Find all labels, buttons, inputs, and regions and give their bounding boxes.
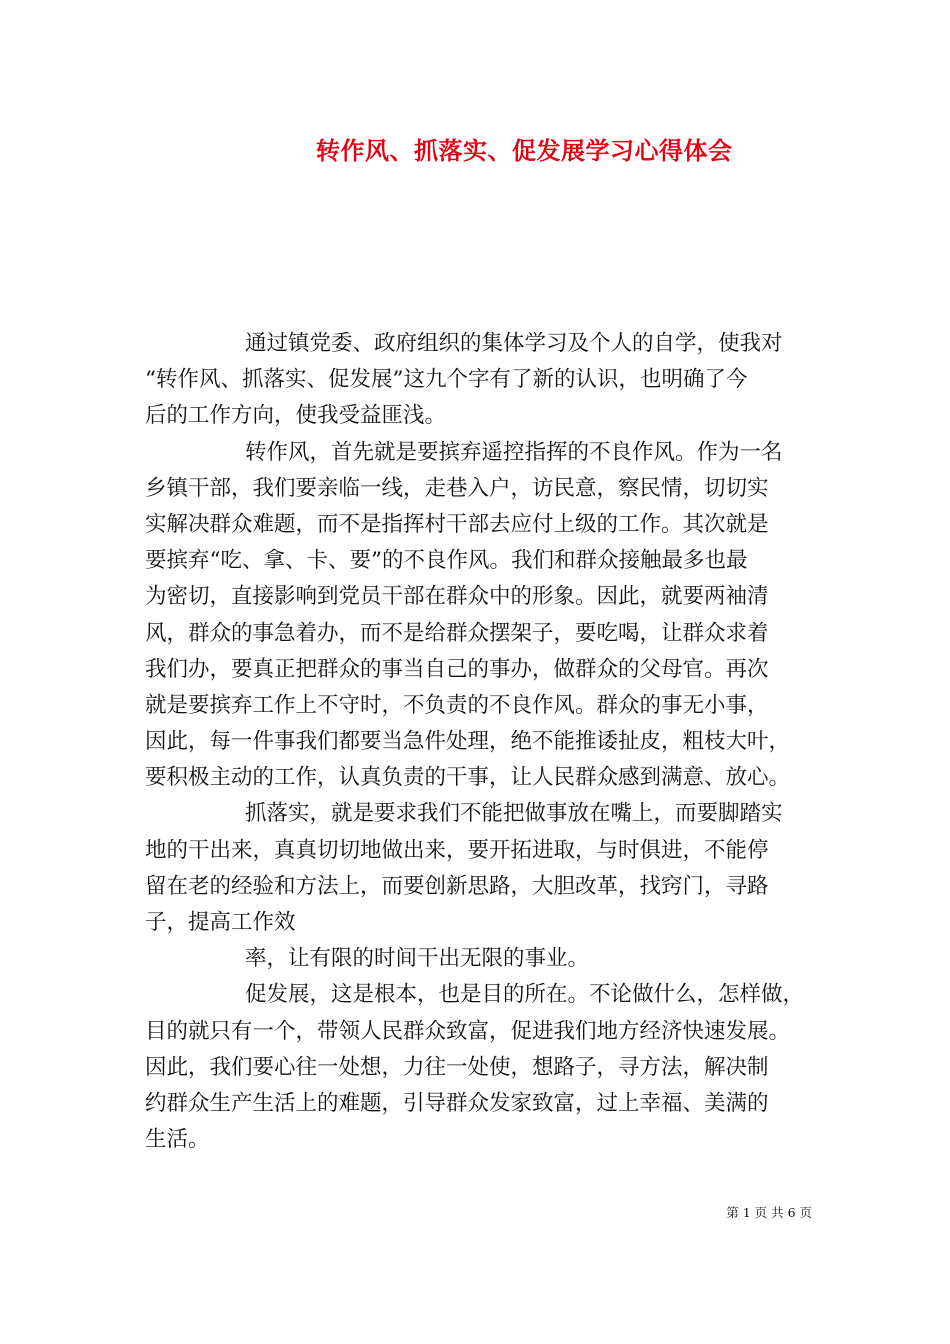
paragraph-4-line-1: 率，让有限的时间干出无限的事业。 (245, 946, 590, 972)
paragraph-5-line-1: 促发展，这是根本，也是目的所在。不论做什么，怎样做， (245, 982, 805, 1008)
paragraph-2-line-1: 转作风，首先就是要摈弃遥控指挥的不良作风。作为一名 (245, 439, 783, 465)
document-title: 转作风、抓落实、促发展学习心得体会 (316, 136, 733, 165)
paragraph-1-line-3: 后的工作方向，使我受益匪浅。 (145, 403, 447, 429)
paragraph-2-line-8: 就是要摈弃工作上不守时，不负责的不良作风。群众的事无小事， (145, 692, 769, 718)
paragraph-3-line-3: 留在老的经验和方法上，而要创新思路，大胆改革，找窍门，寻路 (145, 873, 769, 899)
paragraph-3-line-2: 地的干出来，真真切切地做出来，要开拓进取，与时俱进，不能停 (145, 837, 769, 863)
paragraph-2-line-6: 风，群众的事急着办，而不是给群众摆架子，要吃喝，让群众求着 (145, 620, 769, 646)
paragraph-1-line-1: 通过镇党委、政府组织的集体学习及个人的自学，使我对 (245, 331, 783, 356)
paragraph-5-line-2: 目的就只有一个，带领人民群众致富，促进我们地方经济快速发展。 (145, 1018, 791, 1044)
paragraph-2-line-9: 因此，每一件事我们都要当急件处理，绝不能推诿扯皮，粗枝大叶， (145, 729, 791, 755)
paragraph-2-line-5: 为密切，直接影响到党员干部在群众中的形象。因此，就要两袖清 (145, 584, 769, 610)
paragraph-2-line-7: 我们办，要真正把群众的事当自己的事办，做群众的父母官。再次 (145, 656, 769, 682)
document-body (145, 326, 825, 1158)
paragraph-1-line-2: “转作风、抓落实、促发展”这九个字有了新的认识，也明确了今 (145, 367, 748, 393)
paragraph-5-line-4: 约群众生产生活上的难题，引导群众发家致富，过上幸福、美满的 (145, 1090, 769, 1116)
paragraph-2-line-2: 乡镇干部，我们要亲临一线，走巷入户，访民意，察民情，切切实 (145, 475, 769, 501)
page-number-footer: 第 1 页 共 6 页 (726, 1205, 812, 1220)
paragraph-5-line-3: 因此，我们要心往一处想，力往一处使，想路子，寻方法，解决制 (145, 1054, 769, 1080)
paragraph-3-line-1: 抓落实，就是要求我们不能把做事放在嘴上，而要脚踏实 (245, 801, 783, 827)
paragraph-5-line-5: 生活。 (145, 1127, 210, 1153)
paragraph-3-line-4: 子，提高工作效 (145, 910, 296, 935)
paragraph-2-line-4: 要摈弃“吃、拿、卡、要”的不良作风。我们和群众接触最多也最 (145, 548, 748, 574)
paragraph-2-line-3: 实解决群众难题，而不是指挥村干部去应付上级的工作。其次就是 (145, 511, 769, 537)
paragraph-2-line-10: 要积极主动的工作，认真负责的干事，让人民群众感到满意、放心。 (145, 765, 791, 791)
